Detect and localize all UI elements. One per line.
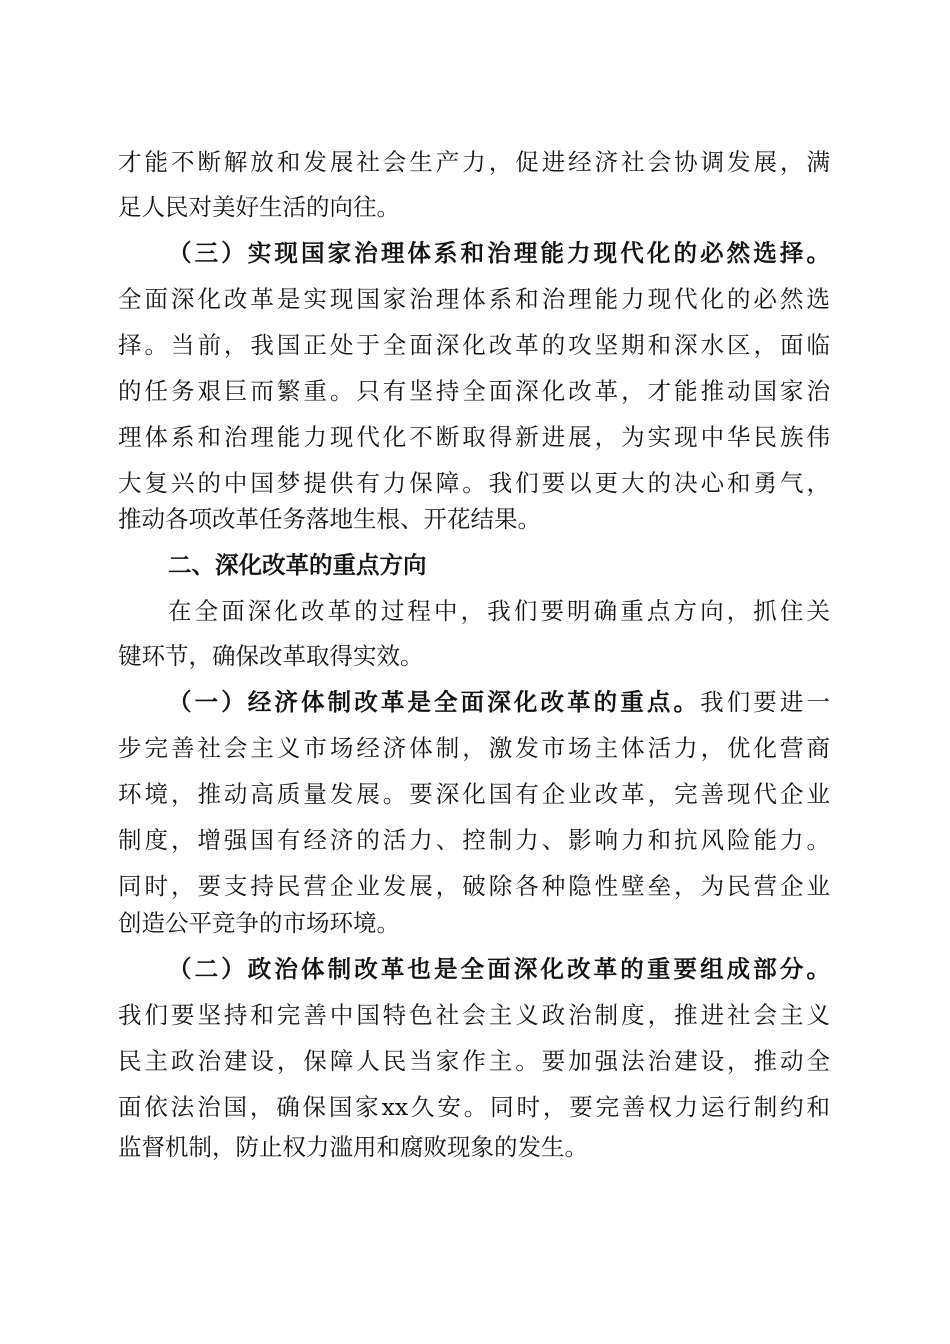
paragraph-line: 大复兴的中国梦提供有力保障。我们要以更大的决心和勇气， bbox=[118, 469, 830, 497]
paragraph-line: 同时，要支持民营企业发展，破除各种隐性壁垒，为民营企业 bbox=[118, 872, 830, 900]
paragraph-line: 环境，推动高质量发展。要深化国有企业改革，完善现代企业 bbox=[118, 780, 830, 808]
paragraph-line: 创造公平竞争的市场环境。 bbox=[118, 909, 400, 937]
subheading-one-bold-part: （一）经济体制改革是全面深化改革的重点。 bbox=[168, 688, 701, 716]
paragraph-line: 在全面深化改革的过程中，我们要明确重点方向，抓住关 bbox=[168, 597, 830, 625]
paragraph-line: 民主政治建设，保障人民当家作主。要加强法治建设，推动全 bbox=[118, 1047, 830, 1075]
subheading-one-regular-part: 我们要进一 bbox=[700, 688, 831, 716]
paragraph-line: 监督机制，防止权力滥用和腐败现象的发生。 bbox=[118, 1133, 588, 1161]
paragraph-line: 全面深化改革是实现国家治理体系和治理能力现代化的必然选 bbox=[118, 285, 830, 313]
paragraph-line: 理体系和治理能力现代化不断取得新进展，为实现中华民族伟 bbox=[118, 423, 830, 451]
subheading-one bbox=[168, 687, 830, 717]
subheading-two: （二）政治体制改革也是全面深化改革的重要组成部分。 bbox=[168, 955, 830, 983]
paragraph-line: 择。当前，我国正处于全面深化改革的攻坚期和深水区，面临 bbox=[118, 331, 830, 359]
paragraph-line: 面依法治国，确保国家xx久安。同时，要完善权力运行制约和 bbox=[118, 1093, 830, 1121]
subheading-three: （三）实现国家治理体系和治理能力现代化的必然选择。 bbox=[168, 239, 830, 267]
paragraph-line: 足人民对美好生活的向往。 bbox=[118, 193, 400, 221]
paragraph-line: 制度，增强国有经济的活力、控制力、影响力和抗风险能力。 bbox=[118, 826, 830, 854]
paragraph-line: 推动各项改革任务落地生根、开花结果。 bbox=[118, 505, 541, 533]
paragraph-line: 我们要坚持和完善中国特色社会主义政治制度，推进社会主义 bbox=[118, 1001, 830, 1029]
paragraph-line: 才能不断解放和发展社会生产力，促进经济社会协调发展，满 bbox=[118, 148, 830, 176]
paragraph-line: 键环节，确保改革取得实效。 bbox=[118, 642, 424, 670]
section-heading: 二、深化改革的重点方向 bbox=[168, 551, 427, 579]
paragraph-line: 步完善社会主义市场经济体制，激发市场主体活力，优化营商 bbox=[118, 734, 830, 762]
paragraph-line: 的任务艰巨而繁重。只有坚持全面深化改革，才能推动国家治 bbox=[118, 377, 830, 405]
